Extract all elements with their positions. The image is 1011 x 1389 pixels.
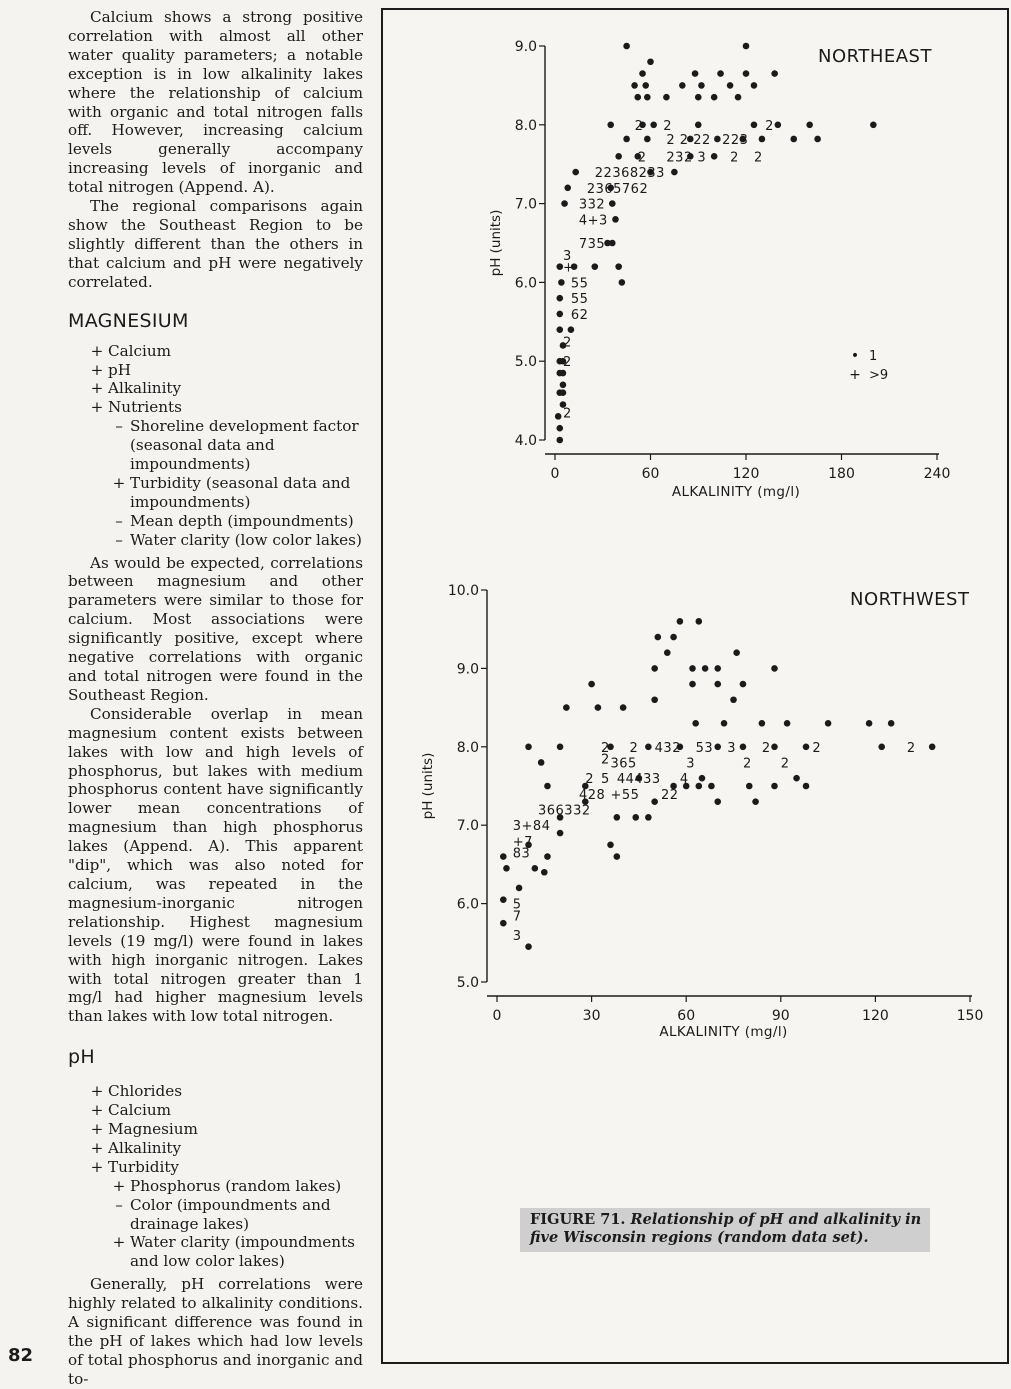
data-point xyxy=(655,634,662,641)
data-point xyxy=(642,82,649,89)
correlation-sign: + xyxy=(90,1101,104,1120)
data-point xyxy=(692,720,699,727)
data-point xyxy=(639,70,646,77)
correlation-text: Water clarity (low color lakes) xyxy=(130,530,362,549)
y-tick-label: 9.0 xyxy=(514,39,537,55)
data-point-label: 2365762 xyxy=(586,181,649,197)
data-point xyxy=(689,665,696,672)
data-point xyxy=(671,169,678,176)
paragraph: Considerable overlap in mean magnesium content exists between lakes with low and high levels of phosphorus, but lakes with medium phosphorus content have significantly lower mean concentrations of magnesium than high phosphorus lakes (Append. A). This apparent "dip", which was also noted for calcium, was repeated in the magnesium-inorganic nitrogen relationship. Highest magnesium levels (19 mg/l) were found in lakes with high inorganic nitrogen. Lakes with total nitrogen greater than 1 mg/l had higher magnesium levels than lakes with low total nitrogen. xyxy=(68,704,363,1026)
data-point xyxy=(538,759,545,766)
data-point-label: 2 xyxy=(637,150,647,166)
y-axis-label: pH (units) xyxy=(420,752,436,820)
data-point xyxy=(634,94,641,101)
legend-label: >9 xyxy=(869,368,889,383)
data-point xyxy=(560,382,567,389)
data-point xyxy=(775,122,782,129)
y-tick-label: 5.0 xyxy=(456,975,479,991)
correlation-text: Water clarity (impoundments and low color lakes) xyxy=(130,1233,355,1271)
x-tick-label: 150 xyxy=(956,1008,984,1024)
correlation-sign: – xyxy=(115,1195,123,1214)
correlation-sign: + xyxy=(90,1138,104,1157)
x-tick-label: 120 xyxy=(862,1008,889,1024)
x-tick-label: 240 xyxy=(923,466,951,482)
data-point xyxy=(695,94,702,101)
y-tick-label: 9.0 xyxy=(456,661,479,678)
data-point-label: 232 3 xyxy=(666,150,707,166)
data-point xyxy=(714,681,721,688)
data-point xyxy=(572,169,579,176)
x-tick-label: 180 xyxy=(828,466,855,482)
data-point xyxy=(544,853,551,860)
data-point-label: 2 xyxy=(629,740,639,756)
data-point-label: 7 xyxy=(512,909,522,925)
x-axis-label: ALKALINITY (mg/l) xyxy=(671,484,801,500)
data-point xyxy=(516,885,523,892)
correlation-text: Color (impoundments and drainage lakes) xyxy=(130,1195,331,1233)
data-point xyxy=(878,744,885,751)
data-point xyxy=(614,814,621,821)
correlation-text: Magnesium xyxy=(108,1120,198,1139)
figure-caption xyxy=(530,1211,930,1247)
data-point xyxy=(752,798,759,805)
legend-marker: + xyxy=(849,367,861,383)
data-point xyxy=(759,720,766,727)
data-point-label: 3 xyxy=(727,740,736,756)
correlation-text: Alkalinity xyxy=(108,1138,182,1157)
data-point xyxy=(607,842,614,849)
data-point xyxy=(544,783,551,790)
data-point-label: 735 xyxy=(578,237,606,252)
data-point xyxy=(645,744,652,751)
data-point xyxy=(727,82,734,89)
data-point-label: 44433 xyxy=(616,772,661,788)
data-point-label: 365 xyxy=(610,756,637,772)
correlation-sign: + xyxy=(90,1120,104,1139)
data-point xyxy=(614,853,621,860)
data-point xyxy=(556,437,563,444)
correlation-sign: + xyxy=(112,1233,126,1252)
correlation-sign: – xyxy=(115,530,123,549)
data-point-label: 55 xyxy=(570,292,589,308)
data-point xyxy=(556,295,563,302)
data-point xyxy=(733,649,740,656)
data-point xyxy=(696,783,703,790)
data-point xyxy=(730,696,737,703)
x-tick-label: 90 xyxy=(771,1008,790,1024)
data-point xyxy=(735,94,742,101)
data-point-label: 332 xyxy=(578,197,606,213)
data-point-label: 2 xyxy=(585,772,595,788)
data-point-label: 2 xyxy=(761,740,771,756)
data-point xyxy=(609,200,616,207)
legend-label: 1 xyxy=(869,349,878,364)
data-point xyxy=(595,704,602,711)
data-point xyxy=(714,136,721,143)
data-point xyxy=(631,82,638,89)
data-point xyxy=(645,814,652,821)
correlation-text: Chlorides xyxy=(108,1082,183,1101)
data-point xyxy=(870,122,877,129)
data-point xyxy=(541,869,548,876)
page-number: 82 xyxy=(8,1345,34,1366)
data-point xyxy=(525,943,532,950)
data-point xyxy=(556,425,563,432)
data-point xyxy=(721,720,728,727)
data-point xyxy=(623,43,630,50)
data-point-label: 2 xyxy=(562,335,572,351)
data-point xyxy=(556,311,563,318)
data-point xyxy=(651,798,658,805)
correlation-sign: + xyxy=(112,1176,126,1195)
data-point xyxy=(929,744,936,751)
data-point xyxy=(771,783,778,790)
data-point xyxy=(743,70,750,77)
y-tick-label: 8.0 xyxy=(456,739,479,756)
data-point-label: 428 xyxy=(578,787,606,803)
x-axis-label: ALKALINITY (mg/l) xyxy=(659,1024,788,1040)
data-point xyxy=(663,94,670,101)
data-point-label: +55 xyxy=(610,787,640,803)
data-point-label: 22 xyxy=(660,787,679,803)
data-point xyxy=(696,618,703,625)
data-point xyxy=(790,136,797,143)
correlation-sign: + xyxy=(90,1082,104,1101)
data-point xyxy=(612,216,619,223)
data-point xyxy=(711,153,718,160)
data-point xyxy=(615,263,622,270)
data-point xyxy=(814,136,821,143)
y-tick-label: 10.0 xyxy=(447,583,479,599)
data-point xyxy=(563,704,570,711)
data-point-label: 5 xyxy=(601,772,610,788)
data-point-label: + xyxy=(562,260,575,276)
correlation-text: Shoreline development factor (seasonal data and impoundments) xyxy=(130,417,359,474)
data-point-label: 53 xyxy=(695,740,714,756)
data-point xyxy=(568,326,575,333)
data-point xyxy=(740,744,747,751)
legend-marker: • xyxy=(850,348,860,364)
correlation-text: Phosphorus (random lakes) xyxy=(130,1176,342,1195)
section-heading-magnesium: MAGNESIUM xyxy=(68,309,189,332)
data-point xyxy=(714,744,721,751)
data-point xyxy=(609,240,616,247)
data-point xyxy=(615,153,622,160)
paragraph: The regional comparisons again show the Southeast Region to be slightly different than the others in that calcium and pH were negatively correlated. xyxy=(68,197,363,291)
data-point-label: 2 xyxy=(663,118,673,134)
data-point xyxy=(888,720,895,727)
correlation-text: Mean depth (impoundments) xyxy=(130,511,354,530)
data-point-label: 366332 xyxy=(537,803,591,819)
data-point-label: 2 xyxy=(742,756,752,772)
correlation-sign: + xyxy=(90,379,104,398)
correlation-sign: + xyxy=(112,473,126,492)
y-tick-label: 6.0 xyxy=(456,896,479,913)
data-point-label: 2 xyxy=(753,150,763,166)
y-tick-label: 5.0 xyxy=(514,354,537,371)
data-point-label: 432 xyxy=(654,740,681,756)
data-point xyxy=(647,58,654,65)
data-point xyxy=(558,279,565,286)
correlation-sign: – xyxy=(115,417,123,436)
data-point xyxy=(503,865,510,872)
data-point xyxy=(771,744,778,751)
data-point xyxy=(711,94,718,101)
data-point xyxy=(784,720,791,727)
data-point xyxy=(532,865,539,872)
data-point-label: 2 xyxy=(765,118,774,134)
x-tick-label: 120 xyxy=(732,466,760,482)
data-point xyxy=(771,70,778,77)
section-heading-ph: pH xyxy=(68,1046,95,1069)
data-point xyxy=(708,783,715,790)
data-point xyxy=(793,775,800,782)
data-point xyxy=(803,744,810,751)
data-point xyxy=(695,122,702,129)
data-point xyxy=(866,720,873,727)
correlation-text: Turbidity (seasonal data and impoundments) xyxy=(130,473,351,511)
data-point xyxy=(560,370,567,377)
data-point xyxy=(561,200,568,207)
correlation-sign: + xyxy=(90,360,104,379)
correlation-text: Calcium xyxy=(108,341,172,360)
data-point xyxy=(525,744,532,751)
data-point xyxy=(771,665,778,672)
data-point xyxy=(560,389,567,396)
figure-caption-text: Relationship of pH and alkalinity in five Wisconsin regions (random data set). xyxy=(530,1211,922,1246)
data-point xyxy=(557,830,564,837)
data-point-label: 62 xyxy=(570,307,589,323)
data-point xyxy=(740,681,747,688)
data-point-label: 3 xyxy=(686,756,695,772)
data-point-label: 4 xyxy=(679,772,689,788)
data-point xyxy=(644,136,651,143)
data-point xyxy=(623,136,630,143)
y-axis-label: pH (units) xyxy=(488,209,504,277)
data-point-label: 83 xyxy=(512,846,531,862)
chart-title: NORTHWEST xyxy=(850,589,970,610)
data-point-label: 2 xyxy=(812,740,822,756)
x-tick-label: 0 xyxy=(492,1008,502,1024)
data-point-label: 4+3 xyxy=(578,213,608,229)
data-point xyxy=(743,43,750,50)
data-point-label: 22368233 xyxy=(594,166,665,182)
data-point xyxy=(759,136,766,143)
data-point-label: 3 xyxy=(512,928,522,944)
data-point-label: 3 xyxy=(562,248,572,264)
data-point xyxy=(620,704,627,711)
data-point xyxy=(806,122,813,129)
data-point xyxy=(651,665,658,672)
data-point-label: 223 xyxy=(722,132,749,148)
data-point xyxy=(557,744,564,751)
data-point-label: 2 xyxy=(634,118,644,134)
data-point xyxy=(679,82,686,89)
data-point xyxy=(803,783,810,790)
data-point xyxy=(500,920,507,927)
data-point xyxy=(500,853,507,860)
data-point xyxy=(632,814,639,821)
correlation-text: Calcium xyxy=(108,1101,172,1120)
data-point-label: 5 xyxy=(512,897,522,913)
data-point-label: +7 xyxy=(512,834,533,850)
paragraph: As would be expected, correlations between magnesium and other parameters were similar to those for calcium. Most associations were significantly positive, except where negative correlations with organic and total nitrogen were found in the Southeast Region. xyxy=(68,553,363,704)
paragraph: Generally, pH correlations were highly related to alkalinity conditions. A significant difference was found in the pH of lakes which had low levels of total phosphorus and inorganic and to- xyxy=(68,1275,363,1388)
y-tick-label: 4.0 xyxy=(514,433,537,449)
correlation-sign: + xyxy=(90,398,104,417)
data-point xyxy=(556,326,563,333)
y-tick-label: 8.0 xyxy=(514,117,537,134)
y-tick-label: 7.0 xyxy=(456,818,479,835)
correlation-text: Turbidity xyxy=(108,1157,180,1176)
correlation-sign: + xyxy=(90,341,104,360)
data-point-label: 2 xyxy=(562,355,572,371)
data-point xyxy=(555,413,562,420)
correlation-sign: + xyxy=(90,1157,104,1176)
data-point xyxy=(588,681,595,688)
data-point xyxy=(689,681,696,688)
data-point-label: 2 2 22 xyxy=(666,132,711,148)
data-point xyxy=(699,775,706,782)
data-point xyxy=(692,70,699,77)
data-point xyxy=(500,896,507,903)
x-tick-label: 60 xyxy=(677,1008,696,1024)
data-point xyxy=(564,185,571,192)
correlation-sign: – xyxy=(115,511,123,530)
data-point-label: 2 xyxy=(780,756,790,772)
y-tick-label: 7.0 xyxy=(514,196,537,213)
data-point xyxy=(591,263,598,270)
correlation-text: Alkalinity xyxy=(108,379,182,398)
data-point xyxy=(825,720,832,727)
data-point-label: 2 xyxy=(562,406,572,422)
data-point-label: 55 xyxy=(570,276,589,292)
data-point-label: 3+84 xyxy=(512,819,551,835)
data-point-label: 2 xyxy=(906,740,916,756)
x-tick-label: 60 xyxy=(641,466,660,482)
data-point xyxy=(670,634,677,641)
data-point xyxy=(702,665,709,672)
data-point xyxy=(664,649,671,656)
data-point-label: 2 xyxy=(601,740,610,756)
data-point xyxy=(677,618,684,625)
data-point xyxy=(751,122,758,129)
data-point-label: 2 xyxy=(730,150,739,166)
data-point xyxy=(746,783,753,790)
data-point xyxy=(714,665,721,672)
data-point xyxy=(650,122,657,129)
correlation-text: pH xyxy=(108,360,131,379)
data-point-label: 2 xyxy=(601,752,610,768)
data-point xyxy=(651,696,658,703)
data-point xyxy=(717,70,724,77)
paragraph: Calcium shows a strong positive correlation with almost all other water quality parameters; a notable exception is in low alkalinity lakes where the relationship of calcium with organic and total nitrogen falls off. However, increasing calcium levels generally accompany increasing levels of inorganic and total nitrogen (Append. A). xyxy=(68,8,363,197)
data-point xyxy=(698,82,705,89)
chart-title: NORTHEAST xyxy=(818,46,932,67)
data-point xyxy=(714,798,721,805)
correlation-text: Nutrients xyxy=(108,398,182,417)
data-point xyxy=(751,82,758,89)
x-tick-label: 0 xyxy=(550,466,560,482)
data-point xyxy=(644,94,651,101)
data-point xyxy=(607,122,614,129)
data-point xyxy=(619,279,626,286)
x-tick-label: 30 xyxy=(582,1008,601,1024)
y-tick-label: 6.0 xyxy=(514,275,537,292)
figure-caption-label: FIGURE 71. xyxy=(530,1211,626,1228)
